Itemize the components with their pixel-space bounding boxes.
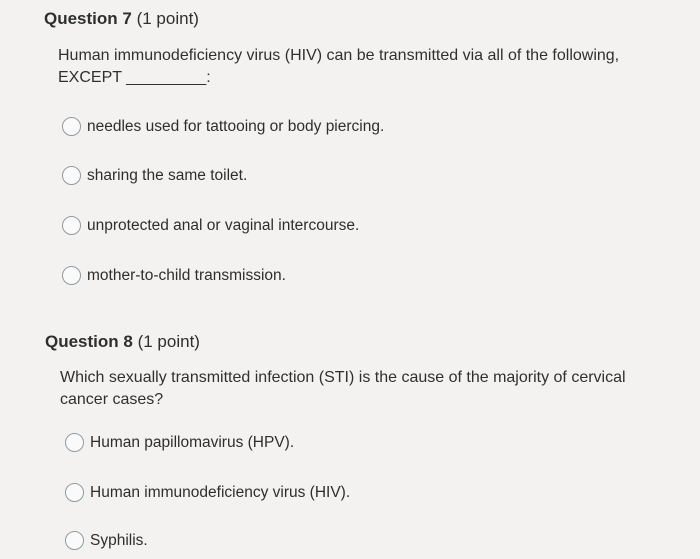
prompt-line: cancer cases? (60, 391, 164, 408)
answer-option-label[interactable]: needles used for tattooing or body piercing. (87, 117, 385, 135)
answer-option[interactable] (62, 266, 286, 285)
radio-button[interactable] (65, 531, 84, 550)
question-title (45, 332, 200, 352)
radio-button[interactable] (62, 266, 81, 285)
radio-button[interactable] (62, 117, 81, 136)
prompt-line: Which sexually transmitted infection (STI) is the cause of the majority of cervical (60, 369, 626, 386)
answer-option-label[interactable]: Human immunodeficiency virus (HIV). (90, 483, 351, 501)
answer-option-label[interactable]: Syphilis. (90, 531, 148, 549)
answer-option[interactable] (62, 216, 359, 235)
answer-option-label[interactable]: mother-to-child transmission. (87, 266, 286, 284)
radio-button[interactable] (65, 483, 84, 502)
answer-option[interactable] (65, 433, 294, 452)
answer-option[interactable] (65, 483, 350, 502)
question-prompt (58, 45, 658, 89)
answer-option[interactable] (65, 531, 148, 550)
answer-option[interactable] (62, 166, 247, 185)
answer-option-label[interactable]: unprotected anal or vaginal intercourse. (87, 216, 360, 234)
prompt-line: Human immunodeficiency virus (HIV) can be transmitted via all of the following, (58, 47, 620, 64)
question-number: Question 8 (45, 332, 133, 351)
question-number: Question 7 (44, 9, 132, 28)
answer-option-label[interactable]: Human papillomavirus (HPV). (90, 433, 295, 451)
question-title (44, 9, 199, 29)
question-points: (1 point) (136, 9, 199, 28)
prompt-line: EXCEPT _________: (58, 69, 211, 86)
answer-option[interactable] (62, 117, 384, 136)
radio-button[interactable] (62, 216, 81, 235)
radio-button[interactable] (65, 433, 84, 452)
radio-button[interactable] (62, 166, 81, 185)
question-prompt (60, 367, 660, 411)
question-points: (1 point) (137, 332, 200, 351)
answer-option-label[interactable]: sharing the same toilet. (87, 166, 248, 184)
